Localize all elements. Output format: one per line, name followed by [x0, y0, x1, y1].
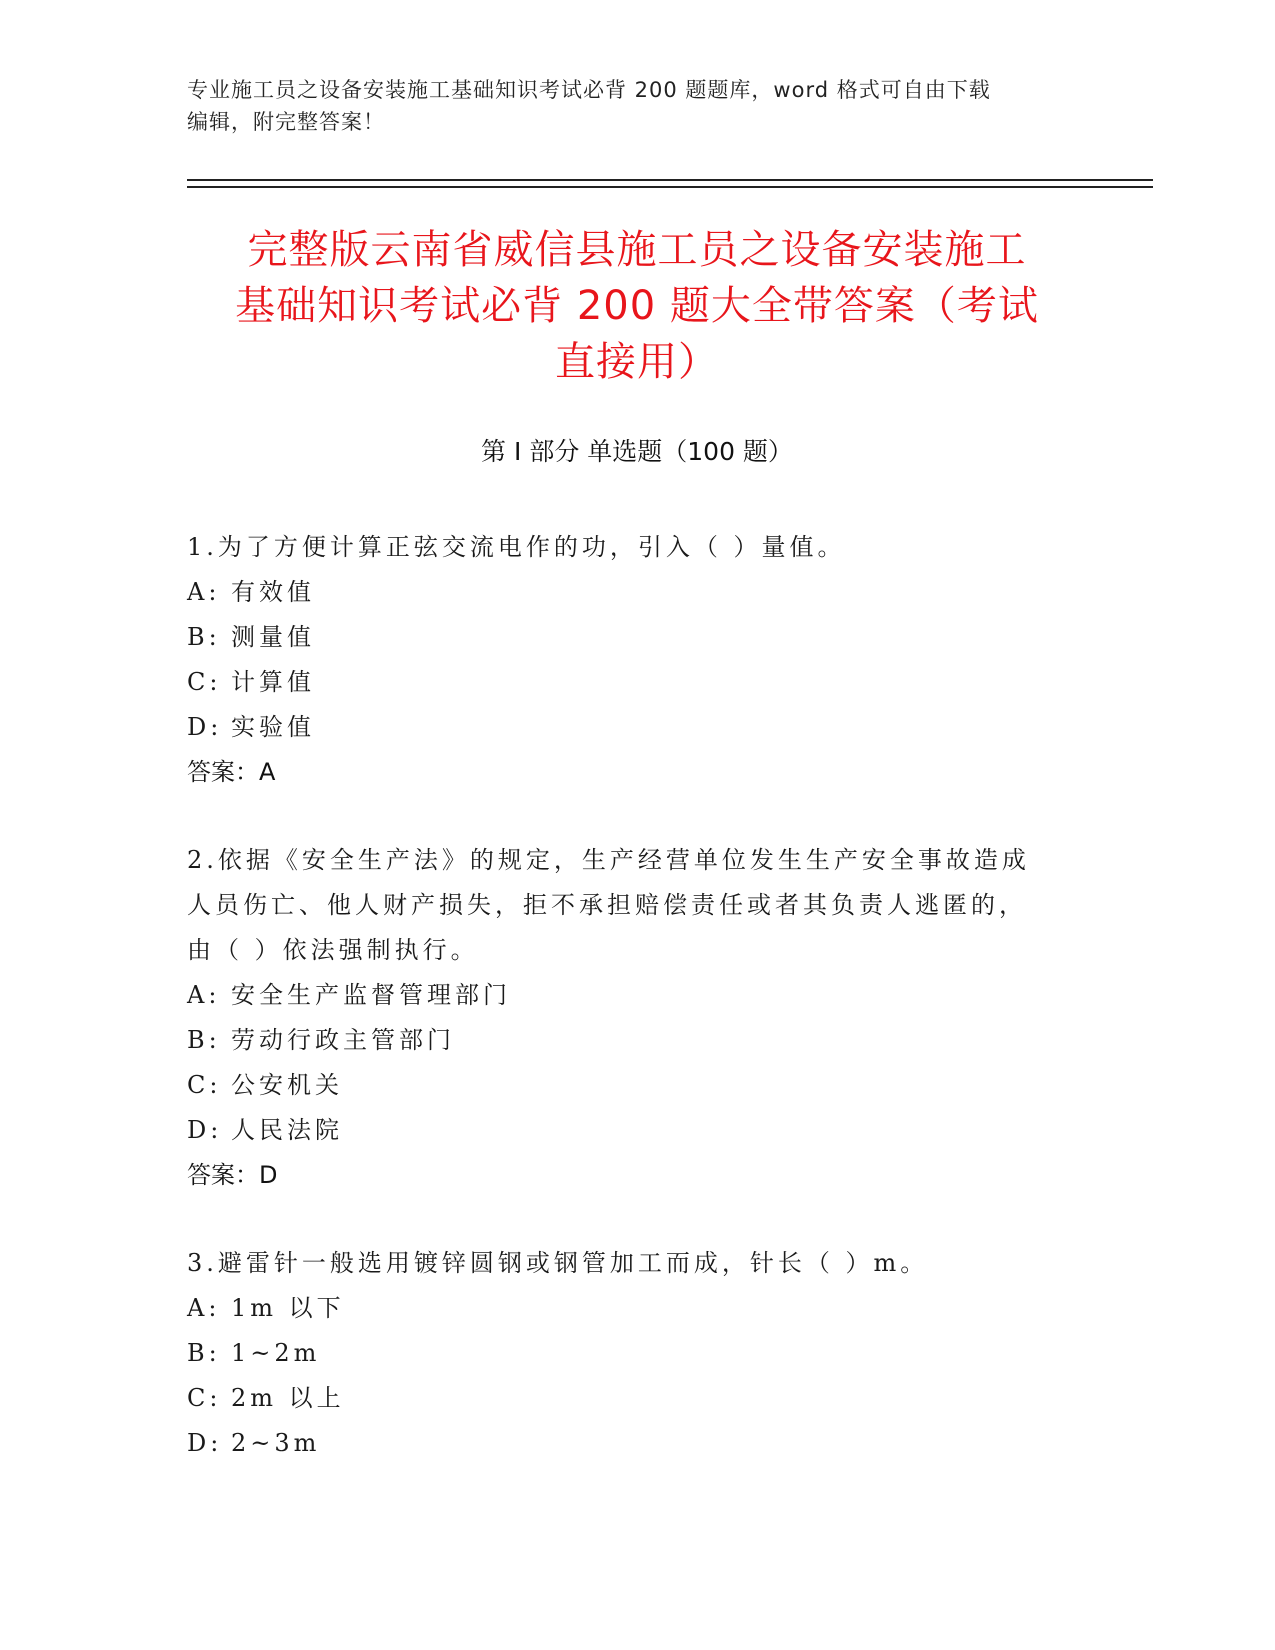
header-note-line-2: 编辑，附完整答案！	[187, 110, 385, 134]
document-title-line-1: 完整版云南省威信县施工员之设备安装施工	[247, 227, 1027, 273]
option-text: 有效值	[231, 578, 315, 606]
question-item	[187, 838, 1087, 1198]
option-text: 2m 以上	[231, 1384, 345, 1412]
header-divider-top	[187, 179, 1153, 181]
answer-option	[187, 1331, 1087, 1376]
question-text: 3.避雷针一般选用镀锌圆钢或钢管加工而成，针长（ ）m。	[187, 1249, 929, 1277]
option-key: D:	[187, 1116, 223, 1144]
option-key: D:	[187, 713, 223, 741]
section-title: 第 I 部分 单选题（100 题）	[481, 437, 793, 466]
answer-option	[187, 973, 1087, 1018]
option-text: 2~3m	[231, 1429, 321, 1457]
question-item	[187, 525, 1087, 795]
option-text: 人民法院	[231, 1116, 343, 1144]
answer-option	[187, 615, 1087, 660]
option-key: C:	[187, 1071, 222, 1099]
answer-key: 答案：A	[187, 758, 276, 786]
question-text: 2.依据《安全生产法》的规定，生产经营单位发生生产安全事故造成	[187, 846, 1030, 874]
header-divider-bottom	[187, 186, 1153, 188]
question-item	[187, 1241, 1087, 1466]
document-title-line-2: 基础知识考试必背 200 题大全带答案（考试	[235, 283, 1039, 329]
option-text: 安全生产监督管理部门	[231, 981, 511, 1009]
option-text: 1~2m	[231, 1339, 321, 1367]
option-key: B:	[187, 623, 221, 651]
option-key: A:	[187, 981, 221, 1009]
header-note	[187, 74, 1067, 138]
question-list	[187, 525, 1087, 1509]
option-key: A:	[187, 578, 221, 606]
answer-option	[187, 1376, 1087, 1421]
answer-option	[187, 1286, 1087, 1331]
answer-option	[187, 660, 1087, 705]
answer-option	[187, 1108, 1087, 1153]
header-note-line-1: 专业施工员之设备安装施工基础知识考试必背 200 题题库，word 格式可自由下载	[187, 78, 991, 102]
option-text: 测量值	[231, 623, 315, 651]
question-text: 1.为了方便计算正弦交流电作的功，引入（ ）量值。	[187, 533, 846, 561]
option-text: 公安机关	[231, 1071, 343, 1099]
answer-option	[187, 1421, 1087, 1466]
option-key: B:	[187, 1339, 221, 1367]
option-text: 计算值	[231, 668, 315, 696]
document-title-line-3: 直接用）	[555, 339, 719, 385]
question-text: 人员伤亡、他人财产损失，拒不承担赔偿责任或者其负责人逃匿的，	[187, 891, 1027, 919]
option-key: B:	[187, 1026, 221, 1054]
answer-option	[187, 1018, 1087, 1063]
option-text: 劳动行政主管部门	[231, 1026, 455, 1054]
answer-option	[187, 705, 1087, 750]
answer-key: 答案：D	[187, 1161, 278, 1189]
document-title	[187, 222, 1087, 390]
option-text: 1m 以下	[231, 1294, 345, 1322]
answer-option	[187, 1063, 1087, 1108]
question-text: 由（ ）依法强制执行。	[187, 936, 479, 964]
option-key: A:	[187, 1294, 221, 1322]
option-key: D:	[187, 1429, 223, 1457]
option-text: 实验值	[231, 713, 315, 741]
option-key: C:	[187, 668, 222, 696]
answer-option	[187, 570, 1087, 615]
option-key: C:	[187, 1384, 222, 1412]
